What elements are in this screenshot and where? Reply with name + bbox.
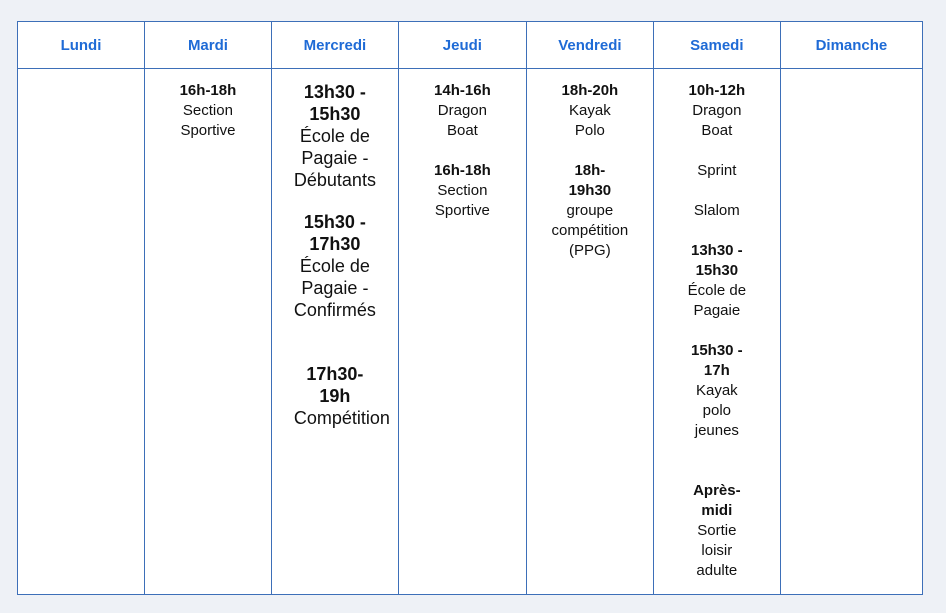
weekly-schedule-table: [17, 21, 923, 595]
session-time: 15h30: [695, 262, 739, 279]
session-entry: [278, 81, 392, 191]
session-time: 16h-18h: [434, 162, 491, 179]
session-line: groupe: [566, 202, 614, 219]
header-row: [18, 22, 923, 69]
cell-dimanche: [780, 69, 922, 595]
session-line: Slalom: [693, 202, 740, 219]
session-line: Kayak: [695, 382, 738, 399]
schedule-row: [18, 69, 923, 595]
session-entry: [660, 201, 774, 221]
session-time: 19h: [319, 386, 351, 406]
session-line: (PPG): [569, 242, 611, 259]
session-time: 16h-18h: [179, 82, 237, 99]
header-jeudi: Jeudi: [398, 22, 526, 69]
session-time: 10h-12h: [688, 82, 746, 99]
session-line: Pagaie: [693, 302, 741, 319]
session-line: loisir: [701, 542, 733, 559]
session-line: Dragon: [692, 102, 742, 119]
session-time: Après-: [693, 482, 741, 499]
header-mercredi: Mercredi: [271, 22, 398, 69]
session-entry: [660, 481, 774, 581]
session-line: adulte: [696, 562, 738, 579]
session-time: 17h30: [309, 234, 361, 254]
session-line: Sprint: [697, 162, 737, 179]
session-entry: [405, 81, 520, 141]
session-line: Boat: [446, 122, 478, 139]
session-time: 15h30 -: [303, 212, 366, 232]
session-line: Polo: [574, 122, 605, 139]
session-time: midi: [701, 502, 733, 519]
session-line: École de: [299, 256, 370, 276]
session-line: Débutants: [293, 170, 376, 190]
session-time: 14h-16h: [434, 82, 491, 99]
cell-mardi: [144, 69, 271, 595]
header-mardi: Mardi: [144, 22, 271, 69]
cell-samedi: [653, 69, 780, 595]
session-line: Boat: [701, 122, 733, 139]
session-time: 19h30: [568, 182, 612, 199]
session-line: Sortie: [697, 522, 737, 539]
header-vendredi: Vendredi: [526, 22, 653, 69]
session-entry: [660, 241, 774, 321]
session-entry: [533, 81, 647, 141]
session-time: 17h30-: [306, 364, 364, 384]
header-dimanche: Dimanche: [780, 22, 922, 69]
session-line: Section: [182, 102, 233, 119]
session-line: Sportive: [434, 202, 490, 219]
session-entry: [660, 81, 774, 141]
session-entry: [405, 161, 520, 221]
session-line: Sportive: [180, 122, 236, 139]
session-time: 13h30 -: [303, 82, 366, 102]
session-line: Confirmés: [293, 300, 376, 320]
header-lundi: Lundi: [18, 22, 145, 69]
session-line: Pagaie -: [301, 148, 369, 168]
cell-jeudi: [398, 69, 526, 595]
session-time: 18h-: [574, 162, 606, 179]
cell-vendredi: [526, 69, 653, 595]
session-line: Kayak: [569, 102, 611, 119]
session-time: 17h: [703, 362, 730, 379]
session-entry: [278, 211, 392, 321]
session-entry: [660, 341, 774, 441]
session-line: École de: [687, 282, 747, 299]
session-entry: [151, 81, 265, 141]
session-line: Pagaie -: [301, 278, 369, 298]
session-line: jeunes: [694, 422, 739, 439]
session-line: Compétition: [293, 408, 390, 428]
session-time: 13h30 -: [690, 242, 743, 259]
session-entry: [533, 161, 647, 261]
session-entry: [660, 161, 774, 181]
session-line: Section: [437, 182, 488, 199]
session-time: 15h30: [309, 104, 361, 124]
cell-mercredi: [271, 69, 398, 595]
session-time: 15h30 -: [690, 342, 743, 359]
session-line: compétition: [551, 222, 629, 239]
session-line: polo: [702, 402, 732, 419]
session-line: Dragon: [437, 102, 487, 119]
cell-lundi: [18, 69, 145, 595]
header-samedi: Samedi: [653, 22, 780, 69]
session-entry: [278, 363, 392, 429]
session-line: École de: [299, 126, 370, 146]
session-time: 18h-20h: [561, 82, 619, 99]
